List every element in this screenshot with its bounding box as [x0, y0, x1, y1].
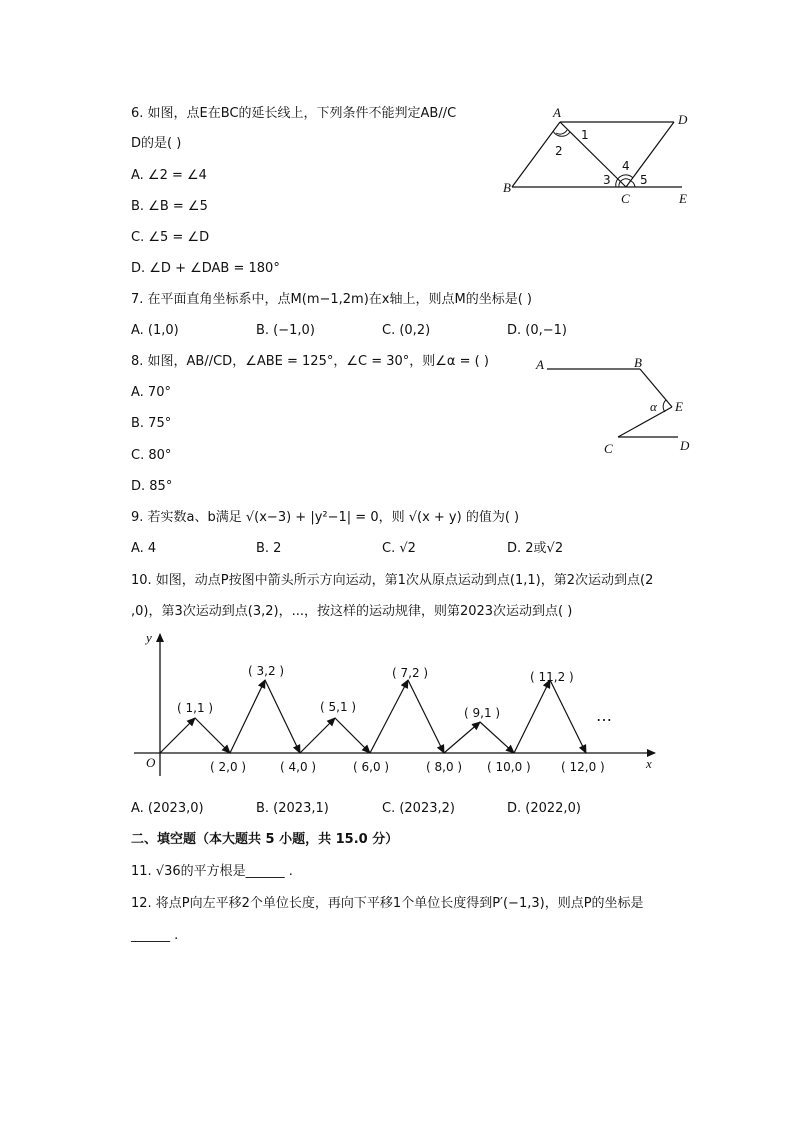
q8-label-c: C [604, 441, 613, 456]
q6-angle-1: 1 [581, 128, 589, 142]
q10-stem-line2: ,0)，第3次运动到点(3,2)，...，按这样的运动规律，则第2023次运动到点( ) [131, 604, 573, 619]
q7-option-a: A. (1,0) [131, 323, 179, 338]
q10-top-point-5: ( 9,1 ) [464, 706, 501, 720]
q10-top-point-2: ( 3,2 ) [248, 664, 285, 678]
q10-ellipsis: … [596, 706, 612, 725]
q6-label-b: B [503, 180, 511, 195]
q6-option-a: A. ∠2 = ∠4 [131, 168, 207, 183]
q8-option-c: C. 80° [131, 448, 172, 463]
q6-angle-5: 5 [640, 173, 648, 187]
q7-option-d: D. (0,−1) [507, 323, 567, 338]
q10-top-point-6: ( 11,2 ) [530, 670, 574, 684]
q10-bottom-point-2: ( 4,0 ) [280, 760, 317, 774]
q9-option-c: C. √2 [382, 541, 416, 556]
q10-x-label: x [646, 756, 652, 771]
q10-option-d: D. (2022,0) [507, 801, 581, 816]
q12-stem-line2: ______ . [131, 928, 179, 943]
q6-option-d: D. ∠D + ∠DAB = 180° [131, 261, 280, 276]
q7-option-c: C. (0,2) [382, 323, 431, 338]
q6-option-c: C. ∠5 = ∠D [131, 230, 210, 245]
q11-stem: 11. √36的平方根是______ . [131, 864, 293, 879]
q10-stem-line1: 10. 如图，动点P按图中箭头所示方向运动，第1次从原点运动到点(1,1)，第2次运动到点(2 [131, 573, 654, 588]
q12-stem-line1: 12. 将点P向左平移2个单位长度，再向下平移1个单位长度得到P′(−1,3)，则点P的坐标是 [131, 896, 644, 911]
q8-stem: 8. 如图，AB//CD，∠ABE = 125°，∠C = 30°，则∠α = ( ) [131, 354, 489, 369]
q10-top-point-1: ( 1,1 ) [177, 701, 214, 715]
q10-top-point-3: ( 5,1 ) [320, 700, 357, 714]
section-title: 二、填空题（本大题共 5 小题，共 15.0 分） [131, 832, 399, 847]
q9-option-d: D. 2或√2 [507, 541, 564, 556]
q10-figure [130, 628, 670, 778]
q8-figure [530, 352, 700, 462]
q6-label-d: D [678, 112, 688, 127]
q10-bottom-point-4: ( 8,0 ) [426, 760, 463, 774]
q6-option-b: B. ∠B = ∠5 [131, 199, 208, 214]
q10-path [160, 680, 586, 753]
q8-label-d: D [680, 438, 690, 453]
q8-label-b: B [634, 355, 642, 370]
q8-option-b: B. 75° [131, 416, 172, 431]
q6-angle-3: 3 [603, 173, 611, 187]
q6-angle-4: 4 [622, 159, 630, 173]
q6-figure [500, 100, 700, 210]
q10-bottom-point-6: ( 12,0 ) [561, 760, 605, 774]
q9-option-a: A. 4 [131, 541, 157, 556]
q9-option-b: B. 2 [256, 541, 282, 556]
q10-origin-label: O [146, 755, 156, 770]
q8-label-a: A [536, 357, 544, 372]
q10-y-label: y [146, 630, 152, 645]
q7-option-b: B. (−1,0) [256, 323, 315, 338]
q8-label-alpha: α [650, 399, 657, 414]
q6-label-e: E [679, 191, 687, 206]
q10-bottom-point-5: ( 10,0 ) [487, 760, 531, 774]
q8-label-e: E [675, 399, 683, 414]
q8-option-a: A. 70° [131, 385, 171, 400]
q7-stem: 7. 在平面直角坐标系中，点M(m−1,2m)在x轴上，则点M的坐标是( ) [131, 292, 532, 307]
q10-bottom-point-1: ( 2,0 ) [210, 760, 247, 774]
q6-angle-2: 2 [555, 144, 563, 158]
q10-option-a: A. (2023,0) [131, 801, 204, 816]
q6-label-c: C [621, 191, 630, 206]
q10-option-b: B. (2023,1) [256, 801, 329, 816]
q8-option-d: D. 85° [131, 479, 173, 494]
q6-stem-line2: D的是( ) [131, 136, 182, 151]
q10-bottom-point-3: ( 6,0 ) [353, 760, 390, 774]
q9-stem: 9. 若实数a、b满足 √(x−3) + |y²−1| = 0，则 √(x + y) 的值为( ) [131, 510, 520, 525]
q10-option-c: C. (2023,2) [382, 801, 455, 816]
q6-stem-line1: 6. 如图，点E在BC的延长线上，下列条件不能判定AB//C [131, 106, 457, 121]
q6-label-a: A [553, 105, 561, 120]
q10-top-point-4: ( 7,2 ) [392, 666, 429, 680]
